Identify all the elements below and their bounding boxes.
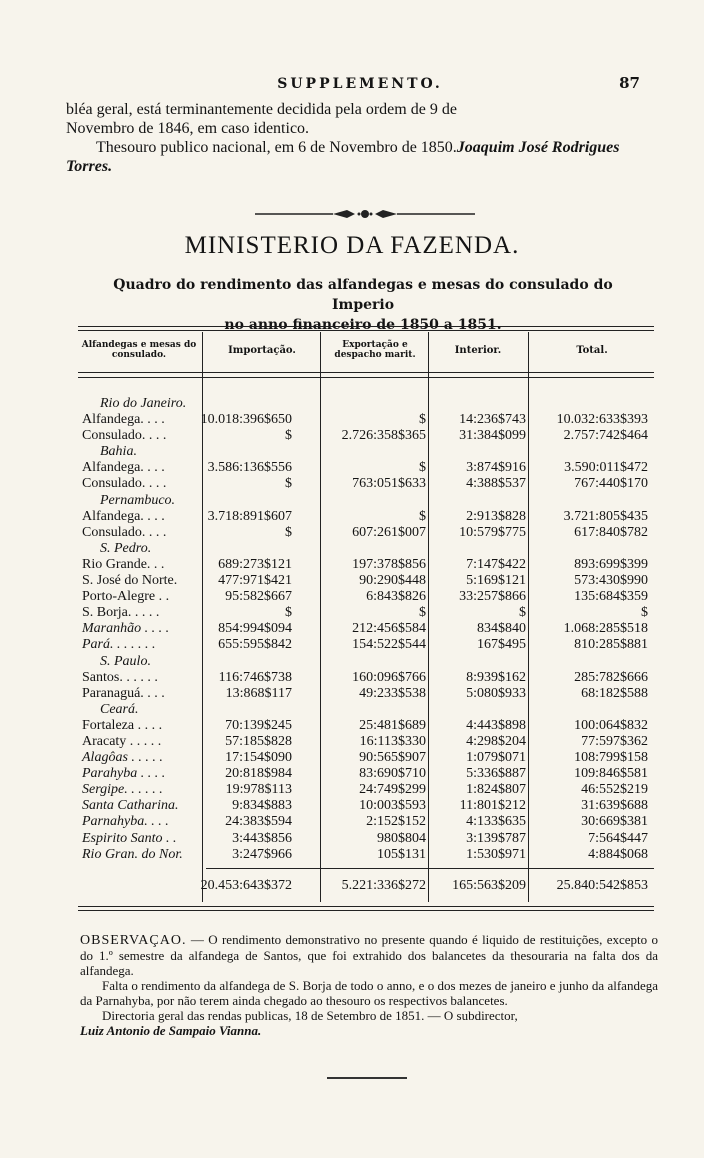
- interior-value: 11:801$212: [459, 798, 526, 814]
- export-value: 2:152$152: [366, 814, 426, 830]
- import-value: 477:971$421: [218, 573, 292, 589]
- table-row: [78, 670, 654, 686]
- table-row: [78, 460, 654, 476]
- table-row: [78, 412, 654, 428]
- interior-value: $: [519, 605, 526, 621]
- export-value: 154:522$544: [352, 637, 426, 653]
- total-interior: 165:563$209: [452, 878, 526, 893]
- interior-value: 1:824$807: [466, 782, 526, 798]
- province-label: S. Pedro.: [100, 540, 152, 556]
- import-value: 20:818$984: [225, 766, 292, 782]
- province-label: S. Paulo.: [100, 653, 151, 669]
- export-value: 197:378$856: [352, 556, 426, 572]
- export-value: 83:690$710: [359, 766, 426, 782]
- export-value: 25:481$689: [359, 717, 426, 733]
- ornament-divider: [255, 207, 475, 221]
- import-value: 689:273$121: [218, 556, 292, 572]
- import-value: $: [285, 524, 292, 540]
- station-name: Santos. . . . . .: [82, 669, 158, 685]
- import-value: 13:868$117: [225, 685, 292, 701]
- total-value: 109:846$581: [574, 766, 648, 782]
- interior-value: 14:236$743: [459, 412, 526, 428]
- total-value: 68:182$588: [581, 685, 648, 701]
- interior-value: 5:080$933: [466, 685, 526, 701]
- import-value: 70:139$245: [225, 717, 292, 733]
- table-row: [78, 573, 654, 589]
- import-value: 3:247$966: [232, 846, 292, 862]
- header-title: SUPPLEMENTO.: [277, 76, 443, 92]
- total-value: 1.068:285$518: [563, 621, 648, 637]
- station-name: Alfandega. . . .: [82, 508, 165, 524]
- table-row: [78, 847, 654, 863]
- table-top-rule: [78, 326, 654, 327]
- station-name: Sergipe. . . . . .: [82, 782, 163, 798]
- end-rule: [327, 1077, 407, 1079]
- province-label: Bahia.: [100, 444, 137, 460]
- station-name: Consulado. . . .: [82, 524, 167, 540]
- table-row: [78, 428, 654, 444]
- station-name: Fortaleza . . . .: [82, 717, 163, 733]
- export-value: 90:290$448: [359, 573, 426, 589]
- total-value: 77:597$362: [581, 733, 648, 749]
- table-row: [78, 605, 654, 621]
- station-name: Alfandega. . . .: [82, 460, 165, 476]
- table-bottom-rule-2: [78, 910, 654, 911]
- intro-line-2: Novembro de 1846, em caso identico.: [66, 120, 310, 137]
- station-name: Paranaguá. . . .: [82, 685, 165, 701]
- total-value: 573:430$990: [574, 573, 648, 589]
- total-export: 5.221:336$272: [341, 878, 426, 893]
- table-row: [78, 734, 654, 750]
- province-label: Ceará.: [100, 701, 139, 717]
- header-bottom-rule-2: [78, 377, 654, 378]
- total-value: 7:564$447: [588, 830, 648, 846]
- table-row: [78, 509, 654, 525]
- station-name: Rio Grande. . .: [82, 556, 165, 572]
- import-value: 655:595$842: [218, 637, 292, 653]
- import-value: 17:154$090: [225, 750, 292, 766]
- export-value: $: [419, 460, 426, 476]
- import-value: 3.586:136$556: [207, 460, 292, 476]
- interior-value: 834$840: [477, 621, 526, 637]
- province-label: Rio do Janeiro.: [100, 396, 187, 411]
- interior-value: 5:169$121: [466, 573, 526, 589]
- total-total: 25.840:542$853: [556, 878, 648, 893]
- total-value: $: [641, 605, 648, 621]
- total-value: 30:669$381: [581, 814, 648, 830]
- export-value: 10:003$593: [359, 798, 426, 814]
- total-value: 135:684$359: [574, 589, 648, 605]
- station-name: Consulado. . . .: [82, 476, 167, 492]
- observation-p1: OBSERVAÇAO. — O rendimento demonstrativo no presente quando é liquido de restituições, excepto o do 1.º semestre da alfandega de Santos, que foi extrahido dos balancetes da thesouraria na falta dos da alfandega.: [80, 932, 659, 978]
- interior-value: 4:388$537: [466, 476, 526, 492]
- observation-signature: Luiz Antonio de Sampaio Vianna.: [80, 1023, 262, 1038]
- interior-value: 31:384$099: [459, 428, 526, 444]
- total-value: 108:799$158: [574, 750, 648, 766]
- table-group-row: [78, 444, 654, 460]
- table-body: [78, 396, 654, 863]
- total-value: 2.757:742$464: [563, 428, 648, 444]
- col-header-interior: Interior.: [454, 345, 502, 356]
- interior-value: 10:579$775: [459, 524, 526, 540]
- station-name: S. José do Norte.: [82, 573, 178, 589]
- total-value: 46:552$219: [581, 782, 648, 798]
- export-value: 6:843$826: [366, 589, 426, 605]
- station-name: Parahyba . . . .: [82, 766, 166, 782]
- interior-value: 2:913$828: [466, 508, 526, 524]
- import-value: 95:582$667: [225, 589, 292, 605]
- caption-line-2: no anno financeiro de 1850 a 1851.: [224, 317, 502, 333]
- import-value: 116:746$738: [218, 669, 292, 685]
- observation-p3: Directoria geral das rendas publicas, 18 de Setembro de 1851. — O subdirector,: [102, 1008, 518, 1023]
- export-value: 49:233$538: [359, 685, 426, 701]
- total-value: 3.721:805$435: [563, 508, 648, 524]
- table-row: [78, 750, 654, 766]
- intro-signature: Joaquim José Rodrigues Torres.: [66, 139, 620, 175]
- import-value: 854:994$094: [218, 621, 292, 637]
- interior-value: 7:147$422: [466, 556, 526, 572]
- export-value: 24:749$299: [359, 782, 426, 798]
- interior-value: 5:336$887: [466, 766, 526, 782]
- caption-line-1: Quadro do rendimento das alfandegas e mesas do consulado do Imperio: [113, 277, 613, 313]
- interior-value: 33:257$866: [459, 589, 526, 605]
- table-row: [78, 589, 654, 605]
- total-value: 31:639$688: [581, 798, 648, 814]
- totals-rule: [206, 868, 654, 869]
- total-value: 617:840$782: [574, 524, 648, 540]
- observation-label: OBSERVAÇAO.: [80, 933, 187, 948]
- total-value: 10.032:633$393: [556, 412, 648, 428]
- intro-line-3: Thesouro publico nacional, em 6 de Novembro de 1850.Joaquim José Rodrigues Torres.: [66, 139, 620, 175]
- observation-p2: Falta o rendimento da alfandega de S. Borja de todo o anno, e o dos mezes de janeiro e junho da alfandega da Parnahyba, por não terem ainda chegado ao thesouro os respectivos balancetes.: [80, 978, 658, 1008]
- export-value: 607:261$007: [352, 524, 426, 540]
- import-value: 57:185$828: [225, 733, 292, 749]
- export-value: $: [419, 412, 426, 428]
- table-row: [78, 782, 654, 798]
- total-value: 4:884$068: [588, 846, 648, 862]
- intro-text: [66, 100, 642, 176]
- station-name: Consulado. . . .: [82, 428, 167, 444]
- col-header-import: Importação.: [228, 345, 296, 356]
- interior-value: 1:079$071: [466, 750, 526, 766]
- table-row: [78, 686, 654, 702]
- export-value: 763:051$633: [352, 476, 426, 492]
- export-value: $: [419, 508, 426, 524]
- total-value: 893:699$399: [574, 556, 648, 572]
- totals-row: [78, 878, 654, 898]
- observation-note: [80, 932, 658, 1038]
- table-group-row: [78, 541, 654, 557]
- import-value: 3.718:891$607: [207, 508, 292, 524]
- export-value: 90:565$907: [359, 750, 426, 766]
- interior-value: 8:939$162: [466, 669, 526, 685]
- export-value: 2.726:358$365: [341, 428, 426, 444]
- import-value: 3:443$856: [232, 830, 292, 846]
- station-name: S. Borja. . . . .: [82, 605, 160, 621]
- interior-value: 167$495: [477, 637, 526, 653]
- table-row: [78, 766, 654, 782]
- intro-line-1: bléa geral, está terminantemente decidida pela ordem de 9 de: [66, 101, 457, 118]
- import-value: 19:978$113: [225, 782, 292, 798]
- table-row: [78, 718, 654, 734]
- province-label: Pernambuco.: [100, 492, 176, 508]
- station-name: Maranhão . . . .: [82, 621, 170, 637]
- total-value: 285:782$666: [574, 669, 648, 685]
- table-row: [78, 831, 654, 847]
- station-name: Parnahyba. . . .: [82, 814, 169, 830]
- export-value: $: [419, 605, 426, 621]
- export-value: 16:113$330: [359, 733, 426, 749]
- export-value: 160:096$766: [352, 669, 426, 685]
- ministry-title: MINISTERIO DA FAZENDA.: [184, 232, 520, 259]
- table-group-row: [78, 654, 654, 670]
- export-value: 980$804: [377, 830, 426, 846]
- interior-value: 4:443$898: [466, 717, 526, 733]
- col-header-total: Total.: [576, 345, 608, 356]
- import-value: $: [285, 605, 292, 621]
- station-name: Pará. . . . . . .: [82, 637, 156, 653]
- import-value: 9:834$883: [232, 798, 292, 814]
- total-value: 3.590:011$472: [564, 460, 648, 476]
- page-number: 87: [619, 74, 640, 92]
- interior-value: 1:530$971: [466, 846, 526, 862]
- table-row: [78, 637, 654, 653]
- import-value: 10.018:396$650: [200, 412, 292, 428]
- table-row: [78, 557, 654, 573]
- import-value: $: [285, 476, 292, 492]
- table-bottom-rule: [78, 906, 654, 907]
- table-group-row: [78, 493, 654, 509]
- total-import: 20.453:643$372: [200, 878, 292, 893]
- running-header: [80, 74, 640, 96]
- table-row: [78, 798, 654, 814]
- table-row: [78, 621, 654, 637]
- table-group-row: [78, 396, 654, 412]
- station-name: Alfandega. . . .: [82, 412, 165, 428]
- col-header-station: Alfandegas e mesas do consulado.: [81, 340, 197, 360]
- station-name: Alagôas . . . . .: [82, 750, 163, 766]
- table-row: [78, 814, 654, 830]
- station-name: Porto-Alegre . .: [82, 589, 170, 605]
- table-group-row: [78, 702, 654, 718]
- table-row: [78, 525, 654, 541]
- export-value: 105$131: [377, 846, 426, 862]
- interior-value: 3:874$916: [466, 460, 526, 476]
- header-bottom-rule: [78, 372, 654, 373]
- station-name: Rio Gran. do Nor.: [82, 846, 183, 862]
- import-value: $: [285, 428, 292, 444]
- interior-value: 4:133$635: [466, 814, 526, 830]
- station-name: Aracaty . . . . .: [82, 733, 162, 749]
- table-row: [78, 476, 654, 492]
- station-name: Santa Catharina.: [82, 798, 179, 814]
- total-value: 100:064$832: [574, 717, 648, 733]
- import-value: 24:383$594: [225, 814, 292, 830]
- col-header-export: Exportação e despacho marit.: [334, 340, 416, 360]
- table-top-rule-2: [78, 330, 654, 331]
- total-value: 767:440$170: [574, 476, 648, 492]
- interior-value: 3:139$787: [466, 830, 526, 846]
- total-value: 810:285$881: [574, 637, 648, 653]
- station-name: Espirito Santo . .: [82, 830, 177, 846]
- interior-value: 4:298$204: [466, 733, 526, 749]
- export-value: 212:456$584: [352, 621, 426, 637]
